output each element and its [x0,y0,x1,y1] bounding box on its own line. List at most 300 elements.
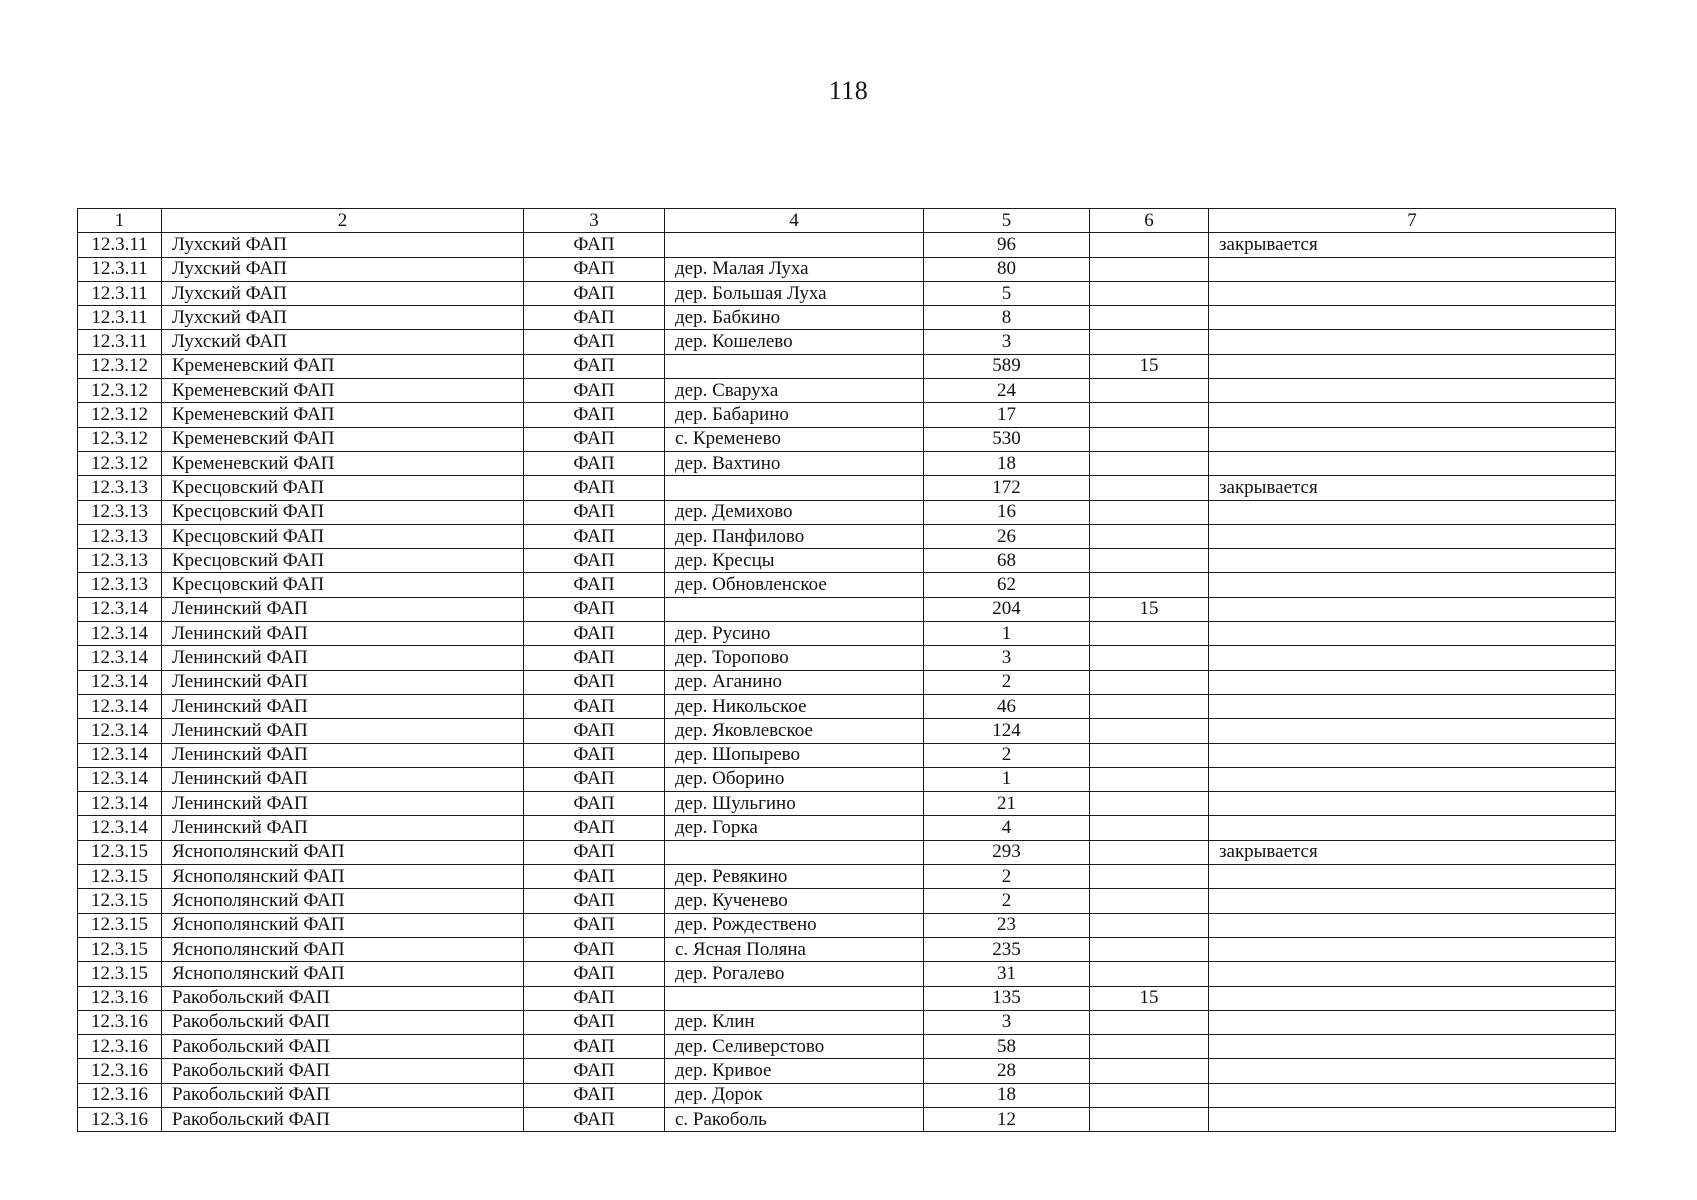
settlement-cell: дер. Кресцы [665,549,924,573]
facility-type-cell: ФАП [524,622,665,646]
distance-cell: 15 [1090,354,1209,378]
table-row [78,354,1616,378]
facility-name-cell: Кресцовский ФАП [162,573,524,597]
facility-type-cell: ФАП [524,986,665,1010]
distance-cell [1090,913,1209,937]
row-number-cell: 12.3.14 [78,792,162,816]
note-cell [1209,524,1616,548]
facility-name-cell: Кременевский ФАП [162,354,524,378]
distance-cell [1090,840,1209,864]
row-number-cell: 12.3.12 [78,451,162,475]
table-row [78,1059,1616,1083]
row-number-cell: 12.3.16 [78,986,162,1010]
facility-type-cell: ФАП [524,354,665,378]
population-cell: 18 [924,1083,1090,1107]
settlement-cell: дер. Демихово [665,500,924,524]
table-header [78,209,1616,233]
distance-cell [1090,573,1209,597]
table-row [78,792,1616,816]
note-cell [1209,962,1616,986]
population-cell: 135 [924,986,1090,1010]
note-cell [1209,937,1616,961]
distance-cell [1090,767,1209,791]
note-cell: закрывается [1209,233,1616,257]
facility-type-cell: ФАП [524,816,665,840]
settlement-cell: дер. Яковлевское [665,719,924,743]
population-cell: 26 [924,524,1090,548]
table-row [78,257,1616,281]
note-cell [1209,670,1616,694]
table-row [78,281,1616,305]
row-number-cell: 12.3.16 [78,1083,162,1107]
population-cell: 2 [924,670,1090,694]
note-cell [1209,403,1616,427]
distance-cell [1090,670,1209,694]
note-cell [1209,986,1616,1010]
facility-type-cell: ФАП [524,257,665,281]
facility-type-cell: ФАП [524,233,665,257]
row-number-cell: 12.3.16 [78,1010,162,1034]
row-number-cell: 12.3.14 [78,767,162,791]
column-header: 6 [1090,209,1209,233]
settlement-cell: дер. Ревякино [665,865,924,889]
population-cell: 18 [924,451,1090,475]
note-cell [1209,1107,1616,1131]
facility-type-cell: ФАП [524,937,665,961]
population-cell: 124 [924,719,1090,743]
row-number-cell: 12.3.15 [78,913,162,937]
row-number-cell: 12.3.14 [78,694,162,718]
population-cell: 2 [924,865,1090,889]
facility-type-cell: ФАП [524,427,665,451]
population-cell: 5 [924,281,1090,305]
settlement-cell: дер. Кученево [665,889,924,913]
facility-table [77,208,1616,1132]
facility-type-cell: ФАП [524,792,665,816]
facility-name-cell: Ракобольский ФАП [162,986,524,1010]
distance-cell [1090,622,1209,646]
row-number-cell: 12.3.13 [78,573,162,597]
population-cell: 530 [924,427,1090,451]
note-cell [1209,816,1616,840]
facility-name-cell: Лухский ФАП [162,306,524,330]
facility-type-cell: ФАП [524,840,665,864]
facility-name-cell: Кресцовский ФАП [162,549,524,573]
facility-name-cell: Кресцовский ФАП [162,524,524,548]
settlement-cell: дер. Панфилово [665,524,924,548]
row-number-cell: 12.3.15 [78,889,162,913]
table-row [78,500,1616,524]
settlement-cell: дер. Рогалево [665,962,924,986]
row-number-cell: 12.3.13 [78,549,162,573]
row-number-cell: 12.3.16 [78,1035,162,1059]
population-cell: 3 [924,330,1090,354]
table-row [78,524,1616,548]
note-cell: закрывается [1209,476,1616,500]
settlement-cell [665,597,924,621]
header-row [78,209,1616,233]
facility-type-cell: ФАП [524,865,665,889]
row-number-cell: 12.3.15 [78,962,162,986]
note-cell: закрывается [1209,840,1616,864]
population-cell: 4 [924,816,1090,840]
facility-type-cell: ФАП [524,767,665,791]
distance-cell [1090,1059,1209,1083]
note-cell [1209,1010,1616,1034]
population-cell: 31 [924,962,1090,986]
distance-cell [1090,451,1209,475]
note-cell [1209,306,1616,330]
population-cell: 172 [924,476,1090,500]
population-cell: 24 [924,379,1090,403]
facility-name-cell: Ленинский ФАП [162,694,524,718]
row-number-cell: 12.3.12 [78,379,162,403]
facility-type-cell: ФАП [524,476,665,500]
facility-type-cell: ФАП [524,379,665,403]
row-number-cell: 12.3.12 [78,354,162,378]
table-row [78,403,1616,427]
facility-name-cell: Кременевский ФАП [162,427,524,451]
facility-name-cell: Яснополянский ФАП [162,937,524,961]
note-cell [1209,549,1616,573]
facility-type-cell: ФАП [524,306,665,330]
row-number-cell: 12.3.11 [78,257,162,281]
facility-name-cell: Лухский ФАП [162,281,524,305]
column-header: 5 [924,209,1090,233]
facility-name-cell: Ленинский ФАП [162,597,524,621]
note-cell [1209,719,1616,743]
settlement-cell: дер. Обновленское [665,573,924,597]
facility-name-cell: Ракобольский ФАП [162,1083,524,1107]
facility-name-cell: Ленинский ФАП [162,816,524,840]
table-row [78,743,1616,767]
settlement-cell: с. Ясная Поляна [665,937,924,961]
row-number-cell: 12.3.14 [78,597,162,621]
row-number-cell: 12.3.14 [78,622,162,646]
facility-type-cell: ФАП [524,1059,665,1083]
note-cell [1209,281,1616,305]
population-cell: 12 [924,1107,1090,1131]
table-row [78,573,1616,597]
settlement-cell: дер. Бабкино [665,306,924,330]
facility-name-cell: Ракобольский ФАП [162,1107,524,1131]
settlement-cell: дер. Кошелево [665,330,924,354]
distance-cell [1090,1083,1209,1107]
facility-name-cell: Яснополянский ФАП [162,865,524,889]
facility-type-cell: ФАП [524,549,665,573]
note-cell [1209,354,1616,378]
column-header: 3 [524,209,665,233]
settlement-cell: дер. Кривое [665,1059,924,1083]
table-row [78,816,1616,840]
distance-cell [1090,889,1209,913]
distance-cell [1090,792,1209,816]
population-cell: 2 [924,889,1090,913]
settlement-cell: дер. Вахтино [665,451,924,475]
note-cell [1209,694,1616,718]
facility-name-cell: Яснополянский ФАП [162,913,524,937]
settlement-cell [665,476,924,500]
table-row [78,889,1616,913]
column-header: 7 [1209,209,1616,233]
table-row [78,646,1616,670]
column-header: 4 [665,209,924,233]
facility-type-cell: ФАП [524,330,665,354]
table-body [78,233,1616,1132]
facility-type-cell: ФАП [524,524,665,548]
population-cell: 589 [924,354,1090,378]
column-header: 2 [162,209,524,233]
note-cell [1209,1083,1616,1107]
distance-cell [1090,1035,1209,1059]
note-cell [1209,330,1616,354]
facility-type-cell: ФАП [524,500,665,524]
distance-cell [1090,476,1209,500]
distance-cell [1090,937,1209,961]
facility-type-cell: ФАП [524,573,665,597]
row-number-cell: 12.3.15 [78,937,162,961]
table-row [78,865,1616,889]
settlement-cell: дер. Аганино [665,670,924,694]
facility-name-cell: Ленинский ФАП [162,670,524,694]
facility-type-cell: ФАП [524,281,665,305]
row-number-cell: 12.3.13 [78,500,162,524]
facility-type-cell: ФАП [524,719,665,743]
table-row [78,986,1616,1010]
distance-cell [1090,281,1209,305]
facility-type-cell: ФАП [524,1083,665,1107]
settlement-cell: дер. Торопово [665,646,924,670]
facility-type-cell: ФАП [524,1107,665,1131]
distance-cell [1090,257,1209,281]
facility-type-cell: ФАП [524,670,665,694]
settlement-cell: дер. Шопырево [665,743,924,767]
row-number-cell: 12.3.14 [78,743,162,767]
distance-cell [1090,1010,1209,1034]
distance-cell: 15 [1090,597,1209,621]
note-cell [1209,427,1616,451]
facility-name-cell: Яснополянский ФАП [162,840,524,864]
population-cell: 28 [924,1059,1090,1083]
row-number-cell: 12.3.16 [78,1059,162,1083]
facility-name-cell: Ракобольский ФАП [162,1010,524,1034]
note-cell [1209,1059,1616,1083]
settlement-cell: дер. Шульгино [665,792,924,816]
note-cell [1209,865,1616,889]
facility-name-cell: Ленинский ФАП [162,743,524,767]
population-cell: 1 [924,622,1090,646]
population-cell: 68 [924,549,1090,573]
note-cell [1209,889,1616,913]
table-row [78,1107,1616,1131]
row-number-cell: 12.3.11 [78,281,162,305]
table-row [78,1083,1616,1107]
row-number-cell: 12.3.14 [78,670,162,694]
facility-type-cell: ФАП [524,694,665,718]
settlement-cell: дер. Рождествено [665,913,924,937]
note-cell [1209,792,1616,816]
row-number-cell: 12.3.16 [78,1107,162,1131]
table-row [78,427,1616,451]
population-cell: 8 [924,306,1090,330]
row-number-cell: 12.3.11 [78,233,162,257]
note-cell [1209,500,1616,524]
population-cell: 1 [924,767,1090,791]
facility-name-cell: Лухский ФАП [162,257,524,281]
distance-cell [1090,306,1209,330]
population-cell: 80 [924,257,1090,281]
settlement-cell [665,233,924,257]
table-row [78,330,1616,354]
table-row [78,306,1616,330]
settlement-cell: дер. Никольское [665,694,924,718]
facility-type-cell: ФАП [524,889,665,913]
distance-cell [1090,524,1209,548]
distance-cell [1090,233,1209,257]
table-row [78,694,1616,718]
table-row [78,962,1616,986]
population-cell: 16 [924,500,1090,524]
facility-type-cell: ФАП [524,962,665,986]
distance-cell [1090,865,1209,889]
facility-name-cell: Кременевский ФАП [162,379,524,403]
facility-name-cell: Кременевский ФАП [162,451,524,475]
population-cell: 21 [924,792,1090,816]
facility-type-cell: ФАП [524,743,665,767]
table-row [78,476,1616,500]
settlement-cell: дер. Русино [665,622,924,646]
population-cell: 23 [924,913,1090,937]
row-number-cell: 12.3.12 [78,403,162,427]
distance-cell [1090,694,1209,718]
note-cell [1209,573,1616,597]
distance-cell [1090,379,1209,403]
settlement-cell [665,840,924,864]
distance-cell [1090,330,1209,354]
distance-cell [1090,1107,1209,1131]
population-cell: 235 [924,937,1090,961]
facility-type-cell: ФАП [524,646,665,670]
row-number-cell: 12.3.15 [78,865,162,889]
facility-name-cell: Ленинский ФАП [162,719,524,743]
facility-type-cell: ФАП [524,597,665,621]
facility-name-cell: Яснополянский ФАП [162,962,524,986]
settlement-cell: дер. Горка [665,816,924,840]
distance-cell [1090,962,1209,986]
table-row [78,767,1616,791]
facility-name-cell: Кресцовский ФАП [162,500,524,524]
column-header: 1 [78,209,162,233]
distance-cell [1090,427,1209,451]
table-row [78,937,1616,961]
population-cell: 2 [924,743,1090,767]
table-row [78,719,1616,743]
row-number-cell: 12.3.13 [78,476,162,500]
note-cell [1209,646,1616,670]
distance-cell [1090,719,1209,743]
note-cell [1209,257,1616,281]
distance-cell: 15 [1090,986,1209,1010]
table-row [78,379,1616,403]
table-row [78,622,1616,646]
population-cell: 3 [924,1010,1090,1034]
row-number-cell: 12.3.15 [78,840,162,864]
population-cell: 3 [924,646,1090,670]
population-cell: 96 [924,233,1090,257]
table-row [78,233,1616,257]
table-row [78,840,1616,864]
table-row [78,913,1616,937]
facility-name-cell: Ракобольский ФАП [162,1059,524,1083]
row-number-cell: 12.3.14 [78,646,162,670]
settlement-cell: с. Кременево [665,427,924,451]
settlement-cell: дер. Селиверстово [665,1035,924,1059]
facility-name-cell: Лухский ФАП [162,330,524,354]
facility-type-cell: ФАП [524,1035,665,1059]
facility-name-cell: Лухский ФАП [162,233,524,257]
population-cell: 58 [924,1035,1090,1059]
settlement-cell [665,354,924,378]
row-number-cell: 12.3.13 [78,524,162,548]
distance-cell [1090,646,1209,670]
distance-cell [1090,816,1209,840]
settlement-cell: дер. Малая Луха [665,257,924,281]
note-cell [1209,1035,1616,1059]
settlement-cell [665,986,924,1010]
row-number-cell: 12.3.11 [78,306,162,330]
note-cell [1209,913,1616,937]
facility-type-cell: ФАП [524,403,665,427]
table-row [78,1035,1616,1059]
population-cell: 62 [924,573,1090,597]
settlement-cell: с. Ракоболь [665,1107,924,1131]
note-cell [1209,767,1616,791]
note-cell [1209,379,1616,403]
facility-type-cell: ФАП [524,1010,665,1034]
facility-name-cell: Яснополянский ФАП [162,889,524,913]
settlement-cell: дер. Сваруха [665,379,924,403]
distance-cell [1090,549,1209,573]
row-number-cell: 12.3.14 [78,719,162,743]
facility-name-cell: Ленинский ФАП [162,646,524,670]
table-row [78,670,1616,694]
population-cell: 17 [924,403,1090,427]
facility-name-cell: Ленинский ФАП [162,792,524,816]
settlement-cell: дер. Оборино [665,767,924,791]
row-number-cell: 12.3.14 [78,816,162,840]
population-cell: 204 [924,597,1090,621]
settlement-cell: дер. Большая Луха [665,281,924,305]
distance-cell [1090,403,1209,427]
note-cell [1209,451,1616,475]
table-row [78,451,1616,475]
facility-name-cell: Кресцовский ФАП [162,476,524,500]
note-cell [1209,743,1616,767]
row-number-cell: 12.3.12 [78,427,162,451]
page-number: 118 [828,76,869,105]
settlement-cell: дер. Клин [665,1010,924,1034]
distance-cell [1090,500,1209,524]
note-cell [1209,597,1616,621]
facility-name-cell: Кременевский ФАП [162,403,524,427]
facility-name-cell: Ленинский ФАП [162,767,524,791]
distance-cell [1090,743,1209,767]
settlement-cell: дер. Бабарино [665,403,924,427]
table-row [78,1010,1616,1034]
population-cell: 46 [924,694,1090,718]
population-cell: 293 [924,840,1090,864]
table-row [78,549,1616,573]
